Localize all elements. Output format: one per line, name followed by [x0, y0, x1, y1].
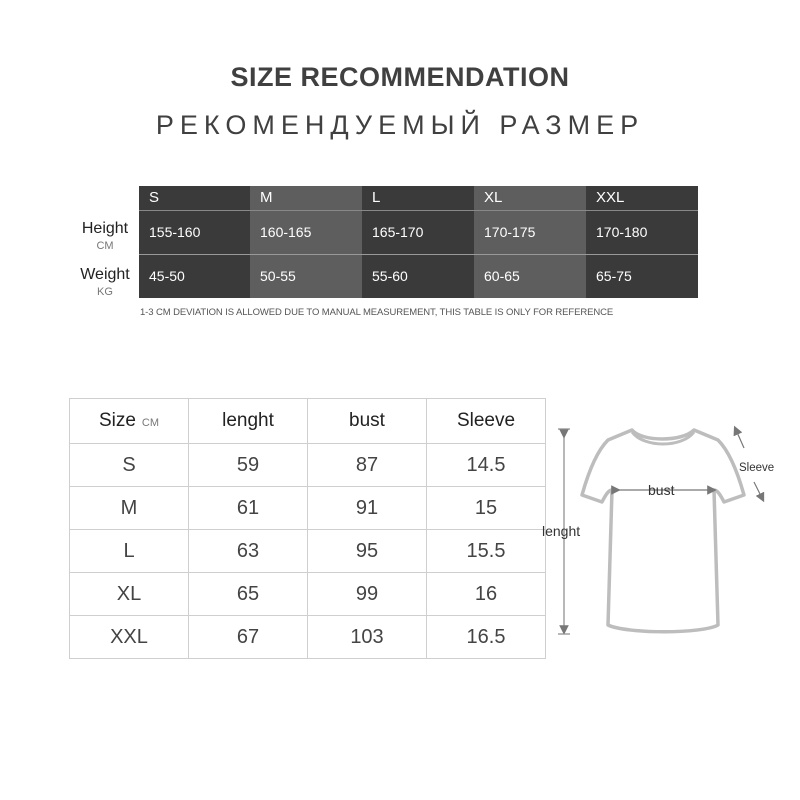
bust-cell: 91 [308, 487, 427, 530]
length-cell: 63 [189, 530, 308, 573]
rec-size-header: S [139, 186, 250, 211]
size-cell: L [70, 530, 189, 573]
size-table-header-row [70, 399, 546, 444]
rec-size-header: XL [474, 186, 586, 211]
rec-size-header: XXL [586, 186, 698, 211]
title-russian: РЕКОМЕНДУЕМЫЙ РАЗМЕР [155, 110, 645, 140]
height-row-label [72, 220, 138, 252]
rec-size-header: M [250, 186, 362, 211]
rec-height-cell: 155-160 [139, 211, 250, 255]
rec-column-l [362, 186, 474, 298]
rec-height-cell: 170-180 [586, 211, 698, 255]
sleeve-cell: 15 [427, 487, 546, 530]
length-cell: 65 [189, 573, 308, 616]
sleeve-cell: 16.5 [427, 616, 546, 659]
weight-unit: KG [97, 286, 113, 298]
tshirt-body [582, 430, 744, 632]
bust-cell: 95 [308, 530, 427, 573]
sleeve-header: Sleeve [427, 399, 546, 444]
table-row [70, 444, 546, 487]
bust-header: bust [308, 399, 427, 444]
size-header-cell [70, 399, 189, 444]
bust-diagram-label: bust [648, 482, 675, 498]
height-unit: CM [96, 240, 114, 252]
size-cell: XXL [70, 616, 189, 659]
size-cell: XL [70, 573, 189, 616]
rec-weight-cell: 45-50 [149, 268, 185, 284]
table-row [70, 487, 546, 530]
length-cell: 67 [189, 616, 308, 659]
weight-label: Weight [80, 266, 130, 283]
table-row [70, 530, 546, 573]
size-cell: S [70, 444, 189, 487]
deviation-note: 1-3 CM DEVIATION IS ALLOWED DUE TO MANUAL MEASUREMENT, THIS TABLE IS ONLY FOR REFERENCE [140, 307, 614, 318]
rec-size-header: L [362, 186, 474, 211]
sleeve-cell: 16 [427, 573, 546, 616]
size-table [69, 398, 546, 659]
table-row [70, 616, 546, 659]
rec-height-cell: 160-165 [250, 211, 362, 255]
table-row [70, 573, 546, 616]
length-cell: 59 [189, 444, 308, 487]
rec-weight-cell: 65-75 [596, 268, 632, 284]
length-cell: 61 [189, 487, 308, 530]
rec-column-s [139, 186, 250, 298]
bust-cell: 103 [308, 616, 427, 659]
rec-height-cell: 170-175 [474, 211, 586, 255]
length-header: lenght [189, 399, 308, 444]
size-cell: M [70, 487, 189, 530]
rec-weight-cell: 50-55 [260, 268, 296, 284]
rec-height-cell: 165-170 [362, 211, 474, 255]
title-english: SIZE RECOMMENDATION [230, 62, 570, 92]
tshirt-outline-icon [532, 420, 792, 640]
rec-weight-cell: 55-60 [372, 268, 408, 284]
sleeve-diagram-label: Sleeve [739, 462, 775, 474]
rec-column-m [250, 186, 362, 298]
height-label: Height [81, 220, 129, 237]
weight-row-label [72, 266, 138, 298]
sleeve-cell: 14.5 [427, 444, 546, 487]
rec-column-xl [474, 186, 586, 298]
length-diagram-label: lenght [542, 523, 581, 539]
bust-cell: 99 [308, 573, 427, 616]
sleeve-cell: 15.5 [427, 530, 546, 573]
rec-column-xxl [586, 186, 698, 298]
size-header: Size [98, 410, 136, 431]
bust-cell: 87 [308, 444, 427, 487]
rec-weight-cell: 60-65 [484, 268, 520, 284]
size-unit: CM [141, 417, 160, 429]
